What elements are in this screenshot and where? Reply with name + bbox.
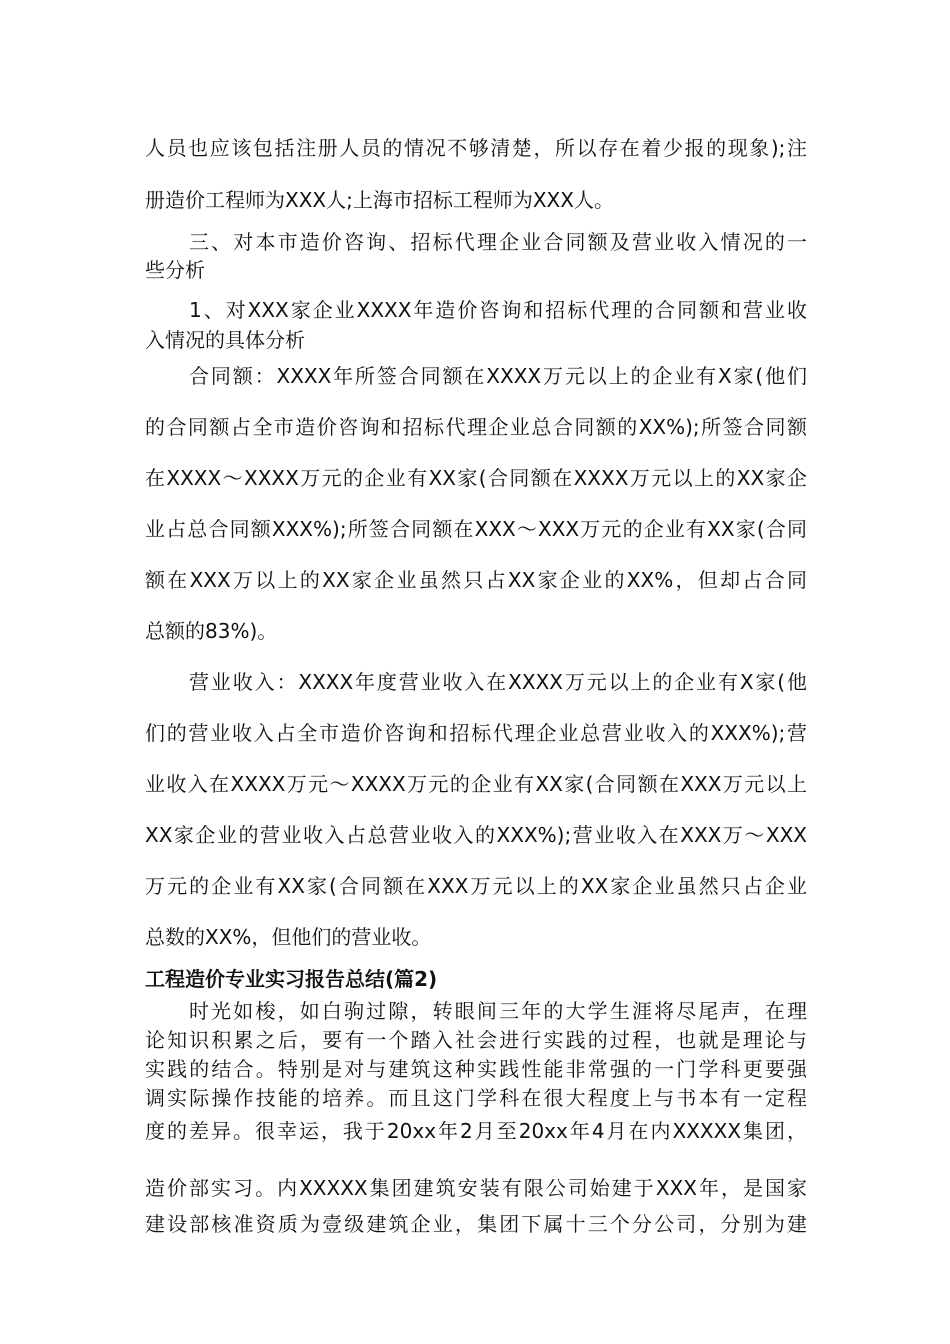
text-line: 造价部实习。内XXXXX集团建筑安装有限公司始建于XXX年，是国家: [145, 1176, 807, 1200]
subsection-line: 1、对XXX家企业XXXX年造价咨询和招标代理的合同额和营业收: [189, 298, 807, 322]
text-line: 业收入在XXXX万元～XXXX万元的企业有XX家(合同额在XXX万元以上: [145, 772, 807, 796]
text-line: 们的营业收入占全市造价咨询和招标代理企业总营业收入的XXX%);营: [145, 721, 807, 745]
text-line: 人员也应该包括注册人员的情况不够清楚，所以存在着少报的现象);注: [145, 136, 807, 160]
text-line: 业占总合同额XXX%);所签合同额在XXX～XXX万元的企业有XX家(合同: [145, 517, 807, 541]
text-line: 度的差异。很幸运，我于20xx年2月至20xx年4月在内XXXXX集团，: [145, 1119, 807, 1143]
article-heading: 工程造价专业实习报告总结(篇2): [145, 967, 438, 991]
text-line: 总数的XX%，但他们的营业收。: [145, 925, 432, 949]
text-line: 册造价工程师为XXX人;上海市招标工程师为XXX人。: [145, 188, 614, 212]
text-line: 的合同额占全市造价咨询和招标代理企业总合同额的XX%);所签合同额: [145, 415, 807, 439]
text-line: 总额的83%)。: [145, 619, 278, 643]
text-line: 论知识积累之后，要有一个踏入社会进行实践的过程，也就是理论与: [145, 1028, 807, 1052]
text-line: 调实际操作技能的培养。而且这门学科在很大程度上与书本有一定程: [145, 1086, 807, 1110]
text-line: 建设部核准资质为壹级建筑企业，集团下属十三个分公司，分别为建: [145, 1212, 807, 1236]
text-line: 合同额：XXXX年所签合同额在XXXX万元以上的企业有X家(他们: [189, 364, 807, 388]
text-line: 实践的结合。特别是对与建筑这种实践性能非常强的一门学科更要强: [145, 1057, 807, 1081]
text-line: 额在XXX万以上的XX家企业虽然只占XX家企业的XX%，但却占合同: [145, 568, 807, 592]
text-line: 在XXXX～XXXX万元的企业有XX家(合同额在XXXX万元以上的XX家企: [145, 466, 807, 490]
text-line: XX家企业的营业收入占总营业收入的XXX%);营业收入在XXX万～XXX: [145, 823, 807, 847]
section-heading-line: 些分析: [145, 258, 205, 282]
text-line: 时光如梭，如白驹过隙，转眼间三年的大学生涯将尽尾声，在理: [189, 999, 807, 1023]
section-heading-line: 三、对本市造价咨询、招标代理企业合同额及营业收入情况的一: [189, 230, 807, 254]
document-page: [145, 132, 807, 1246]
subsection-line: 入情况的具体分析: [145, 328, 305, 352]
text-line: 万元的企业有XX家(合同额在XXX万元以上的XX家企业虽然只占企业: [145, 874, 807, 898]
text-line: 营业收入：XXXX年度营业收入在XXXX万元以上的企业有X家(他: [189, 670, 807, 694]
